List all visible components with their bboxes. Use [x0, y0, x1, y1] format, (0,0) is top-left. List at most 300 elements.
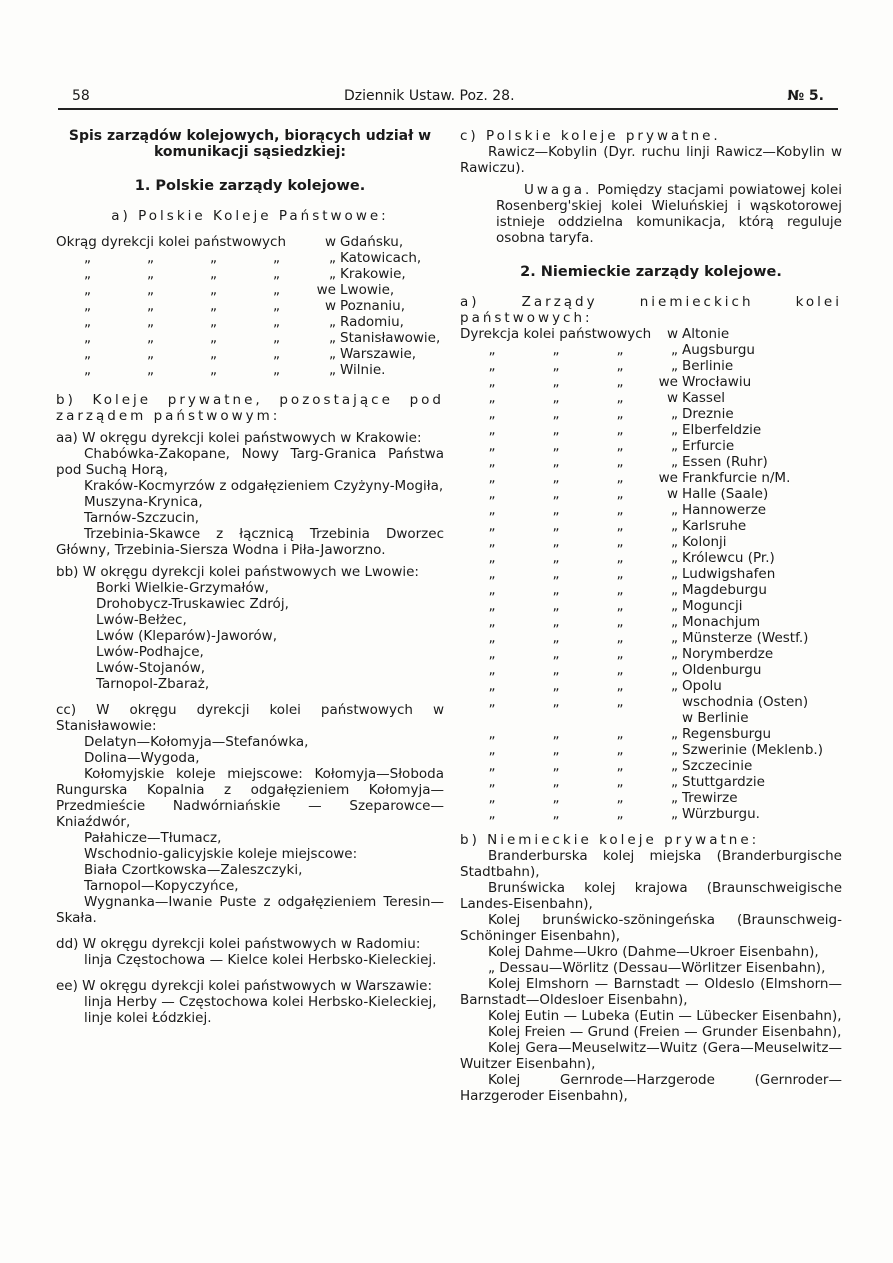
preposition: „	[671, 358, 678, 374]
ditto-mark: „	[552, 726, 560, 742]
preposition: „	[329, 250, 336, 266]
directorate-row	[460, 534, 842, 550]
directorate-row	[460, 662, 842, 678]
cc-title: cc) W okręgu dyrekcji kolei państwowych w Stanisławowie:	[56, 702, 444, 734]
ditto-mark: „	[488, 598, 496, 614]
directorate-row	[460, 710, 842, 726]
ditto-mark: „	[147, 346, 154, 362]
directorate-row	[460, 326, 842, 342]
directorate-row	[460, 774, 842, 790]
list-item: Delatyn—Kołomyja—Stefanówka,	[84, 734, 309, 750]
city-name: Frankfurcie n/M.	[682, 470, 791, 486]
city-name: Szczecinie	[682, 758, 753, 774]
ditto-mark: „	[488, 742, 496, 758]
directorate-row	[460, 646, 842, 662]
preposition: w	[666, 390, 678, 406]
page-header	[72, 88, 824, 108]
preposition: „	[671, 726, 678, 742]
directorate-row	[460, 790, 842, 806]
ditto-mark: „	[552, 470, 560, 486]
city-name: Katowicach,	[340, 250, 422, 266]
b-title: b) Koleje prywatne, pozostające pod zarządem państwowym:	[56, 392, 444, 424]
directorate-row	[460, 454, 842, 470]
city-name: Monachjum	[682, 614, 761, 630]
ee-title: ee) W okręgu dyrekcji kolei państwowych w Warszawie:	[56, 978, 433, 994]
directorate-row	[460, 566, 842, 582]
preposition: „	[671, 534, 678, 550]
ditto-mark: „	[488, 390, 496, 406]
german-private-list	[460, 848, 842, 1104]
city-name: Szwerinie (Meklenb.)	[682, 742, 823, 758]
header-rule	[58, 108, 838, 110]
c-title: c) Polskie koleje prywatne.	[460, 128, 721, 144]
preposition: „	[671, 630, 678, 646]
ditto-mark: „	[552, 486, 560, 502]
ditto-mark: „	[210, 282, 217, 298]
directorate-row	[460, 742, 842, 758]
directorate-row	[460, 406, 842, 422]
ditto-mark: „	[210, 330, 217, 346]
ditto-mark: „	[147, 362, 154, 378]
aa-list	[56, 446, 444, 558]
preposition: „	[671, 774, 678, 790]
preposition: „	[671, 758, 678, 774]
ditto-mark: „	[552, 374, 560, 390]
directorate-row	[56, 234, 444, 250]
directorate-row	[460, 598, 842, 614]
directorate-row	[56, 298, 444, 314]
list-item: linja Częstochowa — Kielce kolei Herbsko-Kieleckiej.	[84, 952, 437, 968]
city-name: Oldenburgu	[682, 662, 762, 678]
directorate-row	[460, 694, 842, 710]
ditto-mark: „	[488, 662, 496, 678]
ditto-mark: „	[552, 694, 560, 710]
ditto-mark: „	[84, 266, 91, 282]
ditto-mark: „	[616, 806, 624, 822]
city-name: Królewcu (Pr.)	[682, 550, 775, 566]
directorate-row	[460, 422, 842, 438]
preposition: „	[671, 566, 678, 582]
list-item: „ Dessau—Wörlitz (Dessau—Wörlitzer Eisenbahn),	[488, 960, 826, 976]
cc-list	[56, 734, 444, 926]
list-item: Kraków-Kocmyrzów z odgałęzieniem Czyżyny-Mogiła,	[84, 478, 444, 494]
preposition: w	[666, 486, 678, 502]
ditto-mark: „	[552, 678, 560, 694]
ditto-mark: „	[616, 582, 624, 598]
ditto-mark: „	[616, 390, 624, 406]
city-name: Wrocławiu	[682, 374, 752, 390]
note	[460, 182, 842, 246]
ditto-mark: „	[616, 486, 624, 502]
ditto-mark: „	[616, 438, 624, 454]
directorate-row	[56, 346, 444, 362]
list-item: Drohobycz-Truskawiec Zdrój,	[96, 596, 289, 612]
dd-list	[56, 952, 444, 968]
ditto-mark: „	[210, 266, 217, 282]
left-column	[56, 128, 444, 1026]
list-item: linje kolei Łódzkiej.	[84, 1010, 212, 1026]
city-name: Stuttgardzie	[682, 774, 765, 790]
journal-title: Dziennik Ustaw. Poz. 28.	[344, 88, 515, 104]
polish-directorates-list	[56, 234, 444, 378]
ditto-mark: „	[616, 758, 624, 774]
ditto-mark: „	[147, 282, 154, 298]
ditto-mark: „	[210, 250, 217, 266]
city-name: Warszawie,	[340, 346, 417, 362]
preposition: w	[666, 326, 678, 342]
ditto-mark: „	[616, 518, 624, 534]
preposition: „	[671, 406, 678, 422]
city-name: Halle (Saale)	[682, 486, 769, 502]
preposition: „	[671, 550, 678, 566]
ditto-mark: „	[616, 598, 624, 614]
ditto-mark	[588, 710, 652, 726]
bb-list	[56, 580, 444, 692]
city-name: Regensburgu	[682, 726, 772, 742]
city-name: Magdeburgu	[682, 582, 767, 598]
ditto-mark: „	[273, 282, 280, 298]
ditto-mark: „	[616, 790, 624, 806]
ditto-mark: „	[488, 534, 496, 550]
ditto-mark	[460, 710, 524, 726]
list-item: Chabówka-Zakopane, Nowy Targ-Granica Państwa pod Suchą Horą,	[56, 446, 444, 478]
list-item: Tarnów-Szczucin,	[84, 510, 200, 526]
list-item: linja Herby — Częstochowa kolei Herbsko-Kieleckiej,	[84, 994, 437, 1010]
ditto-mark: „	[552, 438, 560, 454]
ditto-mark: „	[488, 486, 496, 502]
ditto-mark: „	[616, 614, 624, 630]
ditto-mark: „	[616, 550, 624, 566]
city-name: Karlsruhe	[682, 518, 747, 534]
city-name: Radomiu,	[340, 314, 404, 330]
ditto-mark: „	[552, 406, 560, 422]
city-name: Altonie	[682, 326, 730, 342]
ditto-mark: „	[273, 298, 280, 314]
preposition: „	[671, 614, 678, 630]
directorate-row	[460, 550, 842, 566]
ditto-mark: „	[84, 298, 91, 314]
preposition: we	[658, 470, 678, 486]
ditto-mark: „	[552, 790, 560, 806]
list-item: Kolej Freien — Grund (Freien — Grunder Eisenbahn),	[488, 1024, 842, 1040]
preposition: „	[671, 806, 678, 822]
city-name: Kolonji	[682, 534, 727, 550]
list-item: Kolej Dahme—Ukro (Dahme—Ukroer Eisenbahn),	[488, 944, 819, 960]
ditto-mark: „	[552, 566, 560, 582]
section1-title: 1. Polskie zarządy kolejowe.	[134, 178, 366, 194]
list-item: Muszyna-Krynica,	[84, 494, 203, 510]
list-item: Lwów-Podhajce,	[96, 644, 204, 660]
directorate-row	[460, 582, 842, 598]
ditto-mark: „	[552, 662, 560, 678]
city-name: Norymberdze	[682, 646, 774, 662]
ditto-mark: „	[552, 502, 560, 518]
city-name: Wilnie.	[340, 362, 386, 378]
ditto-mark: „	[210, 298, 217, 314]
ditto-mark: „	[147, 330, 154, 346]
ditto-mark: „	[616, 502, 624, 518]
city-name: Würzburgu.	[682, 806, 760, 822]
preposition: „	[671, 342, 678, 358]
dd-title: dd) W okręgu dyrekcji kolei państwowych w Radomiu:	[56, 936, 421, 952]
city-name: Ludwigshafen	[682, 566, 776, 582]
ditto-mark: „	[488, 758, 496, 774]
ditto-mark: „	[488, 406, 496, 422]
preposition: w	[324, 298, 336, 314]
ditto-mark: „	[488, 694, 496, 710]
city-name: Gdańsku,	[340, 234, 404, 250]
city-name: Opolu	[682, 678, 722, 694]
ditto-mark: „	[488, 422, 496, 438]
directorate-row	[460, 678, 842, 694]
directorate-lead: Okrąg dyrekcji kolei państwowych	[56, 234, 287, 250]
city-name: Essen (Ruhr)	[682, 454, 768, 470]
ditto-mark: „	[210, 314, 217, 330]
ditto-mark: „	[488, 358, 496, 374]
ditto-mark: „	[552, 614, 560, 630]
city-name: Dreznie	[682, 406, 734, 422]
ditto-mark: „	[616, 470, 624, 486]
german-directorates-list	[460, 326, 842, 822]
list-item: Kołomyjskie koleje miejscowe: Kołomyja—Słoboda Rungurska Kopalnia z odgałęzieniem Kołomyja—Przedmieście Nadwórniańskie — Szeparowce—Kniaźdwór,	[56, 766, 444, 830]
directorate-row	[460, 630, 842, 646]
directorate-row	[56, 282, 444, 298]
ditto-mark: „	[84, 362, 91, 378]
ditto-mark: „	[552, 758, 560, 774]
ditto-mark: „	[273, 362, 280, 378]
ditto-mark: „	[488, 790, 496, 806]
bb-title: bb) W okręgu dyrekcji kolei państwowych we Lwowie:	[56, 564, 419, 580]
ditto-mark: „	[616, 534, 624, 550]
ee-list	[56, 994, 444, 1026]
directorate-row	[460, 806, 842, 822]
list-item: Lwów-Bełżec,	[96, 612, 187, 628]
ditto-mark: „	[552, 390, 560, 406]
ditto-mark: „	[552, 550, 560, 566]
ditto-mark: „	[552, 806, 560, 822]
ditto-mark: „	[552, 742, 560, 758]
c-text: Rawicz—Kobylin (Dyr. ruchu linji Rawicz—Kobylin w Rawiczu).	[460, 144, 842, 176]
directorate-row	[56, 362, 444, 378]
list-item: Branderburska kolej miejska (Branderburgische Stadtbahn),	[460, 848, 842, 880]
directorate-row	[460, 486, 842, 502]
note-text: Pomiędzy stacjami powiatowej kolei Rosenberg'skiej kolei Wieluńskiej i wąskotorowej istnieje oddzielna komunikacja, którą reguluje osobna taryfa.	[496, 182, 842, 246]
ditto-mark: „	[210, 362, 217, 378]
preposition: „	[671, 422, 678, 438]
ditto-mark: „	[552, 630, 560, 646]
ditto-mark: „	[488, 566, 496, 582]
ditto-mark: „	[552, 534, 560, 550]
preposition: „	[671, 742, 678, 758]
main-heading: Spis zarządów kolejowych, biorących udział w komunikacji sąsiedzkiej:	[68, 128, 432, 160]
list-item: Tarnopol—Kopyczyńce,	[84, 878, 239, 894]
preposition: we	[316, 282, 336, 298]
ditto-mark: „	[552, 342, 560, 358]
directorate-row	[460, 390, 842, 406]
city-name: Berlinie	[682, 358, 734, 374]
list-item: Wygnanka—Iwanie Puste z odgałęzieniem Teresin—Skała.	[56, 894, 444, 926]
city-name: Poznaniu,	[340, 298, 405, 314]
ditto-mark: „	[616, 358, 624, 374]
ditto-mark: „	[616, 374, 624, 390]
ditto-mark: „	[84, 250, 91, 266]
directorate-row	[460, 726, 842, 742]
ditto-mark: „	[552, 598, 560, 614]
preposition: „	[671, 678, 678, 694]
city-name: Stanisławowie,	[340, 330, 441, 346]
section2-title: 2. Niemieckie zarządy kolejowe.	[520, 264, 782, 280]
ditto-mark: „	[273, 250, 280, 266]
city-name: Lwowie,	[340, 282, 395, 298]
list-item: Kolej Gernrode—Harzgerode (Gernroder—Harzgeroder Eisenbahn),	[460, 1072, 842, 1104]
ditto-mark: „	[552, 646, 560, 662]
ditto-mark: „	[273, 330, 280, 346]
city-name: Augsburgu	[682, 342, 755, 358]
city-name: Krakowie,	[340, 266, 406, 282]
directorate-row	[56, 250, 444, 266]
ditto-mark: „	[488, 774, 496, 790]
ditto-mark	[524, 710, 588, 726]
directorate-row	[460, 438, 842, 454]
city-name: Münsterze (Westf.)	[682, 630, 809, 646]
preposition: „	[671, 662, 678, 678]
preposition: „	[671, 454, 678, 470]
preposition: „	[329, 362, 336, 378]
aa-title: aa) W okręgu dyrekcji kolei państwowych w Krakowie:	[56, 430, 422, 446]
list-item: Lwów (Kleparów)-Jaworów,	[96, 628, 278, 644]
preposition: „	[671, 502, 678, 518]
ditto-mark: „	[488, 454, 496, 470]
list-item: Borki Wielkie-Grzymałów,	[96, 580, 269, 596]
directorate-row	[56, 266, 444, 282]
directorate-row	[460, 470, 842, 486]
right-column	[460, 128, 842, 1104]
ditto-mark: „	[616, 454, 624, 470]
ditto-mark: „	[552, 582, 560, 598]
directorate-row	[460, 758, 842, 774]
list-item: Dolina—Wygoda,	[84, 750, 200, 766]
ditto-mark: „	[552, 422, 560, 438]
note-label: Uwaga.	[524, 182, 593, 198]
list-item: Trzebinia-Skawce z łącznicą Trzebinia Dworzec Główny, Trzebinia-Siersza Wodna i Piła-Jaworzno.	[56, 526, 444, 558]
preposition: „	[329, 266, 336, 282]
de-b-title: b) Niemieckie koleje prywatne:	[460, 832, 760, 848]
ditto-mark: „	[616, 662, 624, 678]
preposition: „	[671, 790, 678, 806]
ditto-mark: „	[616, 630, 624, 646]
city-name: Erfurcie	[682, 438, 735, 454]
ditto-mark: „	[616, 406, 624, 422]
ditto-mark: „	[552, 358, 560, 374]
preposition: „	[329, 314, 336, 330]
ditto-mark: „	[616, 774, 624, 790]
list-item: Biała Czortkowska—Zaleszczyki,	[84, 862, 303, 878]
directorate-row	[460, 374, 842, 390]
ditto-mark: „	[488, 374, 496, 390]
ditto-mark: „	[273, 314, 280, 330]
ditto-mark: „	[488, 806, 496, 822]
preposition: „	[329, 346, 336, 362]
ditto-mark: „	[488, 582, 496, 598]
preposition: w	[324, 234, 336, 250]
ditto-mark: „	[616, 342, 624, 358]
directorate-row	[460, 518, 842, 534]
ditto-mark: „	[552, 774, 560, 790]
directorate-lead: Dyrekcja kolei państwowych	[460, 326, 652, 342]
preposition: „	[671, 646, 678, 662]
ditto-mark: „	[147, 266, 154, 282]
ditto-mark: „	[210, 346, 217, 362]
city-name: w Berlinie	[682, 710, 749, 726]
city-name: Trewirze	[682, 790, 738, 806]
ditto-mark: „	[488, 502, 496, 518]
ditto-mark: „	[616, 742, 624, 758]
preposition: „	[671, 598, 678, 614]
preposition	[652, 710, 682, 726]
ditto-mark: „	[84, 282, 91, 298]
list-item: Wschodnio-galicyjskie koleje miejscowe:	[84, 846, 358, 862]
city-name: Kassel	[682, 390, 726, 406]
de-a-title: a) Zarządy niemieckich kolei państwowych:	[460, 294, 842, 326]
ditto-mark: „	[488, 550, 496, 566]
list-item: Kolej Eutin — Lubeka (Eutin — Lübecker Eisenbahn),	[488, 1008, 842, 1024]
ditto-mark: „	[84, 314, 91, 330]
list-item: Kolej brunświcko-szöningeńska (Braunschweig-Schöninger Eisenbahn),	[460, 912, 842, 944]
list-item: Brunświcka kolej krajowa (Braunschweigische Landes-Eisenbahn),	[460, 880, 842, 912]
preposition: „	[329, 330, 336, 346]
ditto-mark: „	[616, 422, 624, 438]
ditto-mark: „	[84, 330, 91, 346]
city-name: Elberfeldzie	[682, 422, 762, 438]
ditto-mark: „	[147, 250, 154, 266]
ditto-mark: „	[616, 646, 624, 662]
preposition: „	[671, 582, 678, 598]
ditto-mark: „	[488, 342, 496, 358]
ditto-mark: „	[488, 518, 496, 534]
ditto-mark: „	[488, 614, 496, 630]
ditto-mark: „	[616, 694, 624, 710]
ditto-mark: „	[147, 298, 154, 314]
ditto-mark: „	[488, 470, 496, 486]
ditto-mark: „	[273, 266, 280, 282]
city-name: wschodnia (Osten)	[682, 694, 809, 710]
list-item: Pałahicze—Tłumacz,	[84, 830, 222, 846]
ditto-mark: „	[488, 726, 496, 742]
directorate-row	[460, 614, 842, 630]
ditto-mark: „	[84, 346, 91, 362]
issue-number: № 5.	[787, 88, 824, 104]
ditto-mark: „	[488, 630, 496, 646]
preposition: „	[671, 438, 678, 454]
ditto-mark: „	[552, 518, 560, 534]
preposition	[652, 694, 682, 710]
ditto-mark: „	[488, 646, 496, 662]
directorate-row	[460, 502, 842, 518]
directorate-row	[460, 342, 842, 358]
list-item: Kolej Elmshorn — Barnstadt — Oldeslo (Elmshorn—Barnstadt—Oldesloer Eisenbahn),	[460, 976, 842, 1008]
ditto-mark: „	[616, 678, 624, 694]
a-title: a) Polskie Koleje Państwowe:	[111, 208, 389, 224]
ditto-mark: „	[273, 346, 280, 362]
ditto-mark: „	[616, 726, 624, 742]
ditto-mark: „	[488, 438, 496, 454]
directorate-row	[460, 358, 842, 374]
preposition: „	[671, 518, 678, 534]
page-number: 58	[72, 88, 90, 104]
preposition: we	[658, 374, 678, 390]
list-item: Lwów-Stojanów,	[96, 660, 206, 676]
ditto-mark: „	[552, 454, 560, 470]
